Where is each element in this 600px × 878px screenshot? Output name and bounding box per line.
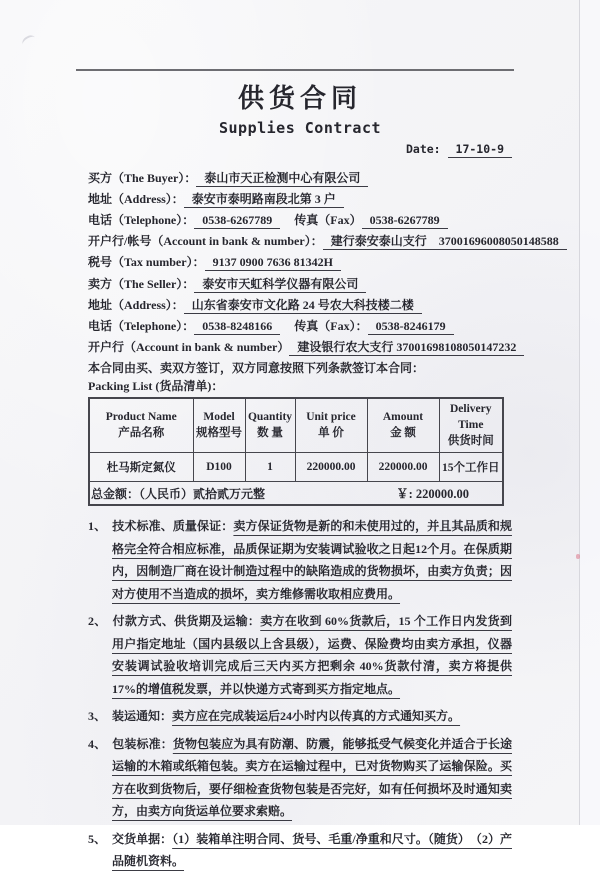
- col-header-amount: Amount 金 额: [367, 398, 439, 453]
- seller-name-line: [88, 277, 512, 291]
- paper-edge-strip: [580, 0, 600, 825]
- date-label: Date:: [405, 142, 441, 156]
- buyer-bank-value: 建行泰安泰山支行 37001696008050148588: [323, 234, 567, 250]
- buyer-bank-line: [88, 234, 559, 248]
- total-amount-label: 总金额：（人民币）贰拾贰万元整: [91, 487, 266, 501]
- buyer-phone-value: 0538-6267789: [194, 213, 280, 229]
- seller-name-value: 泰安市天虹科学仪器有限公司: [194, 277, 366, 293]
- contract-title-en: Supplies Contract: [218, 119, 382, 137]
- scan-artifact-dot: [576, 554, 580, 559]
- col-header-model: Model 规格型号: [193, 398, 245, 453]
- buyer-name-line: [88, 171, 512, 185]
- contract-title-cn: 供货合同: [237, 84, 362, 113]
- buyer-phone-fax-line: [88, 213, 512, 227]
- term-label: 交货单据：: [112, 831, 173, 846]
- packing-list-table: [88, 397, 504, 506]
- packing-list-label: Packing List (货品清单)：: [88, 379, 224, 393]
- seller-phone-label: 电话（Telephone）：: [88, 319, 195, 333]
- buyer-section: [88, 171, 559, 269]
- term-number: 4、: [88, 736, 107, 751]
- date-value: 17-10-9: [448, 142, 512, 158]
- col-header-product-name: Product Name 产品名称: [89, 398, 193, 453]
- term-content: （1）装箱单注明合同、货号、毛重/净重和尺寸。（随货） （2）产品随机资料。: [112, 831, 512, 868]
- term-label: 付款方式、供货期及运输：: [112, 614, 261, 628]
- buyer-tax-label: 税号（Tax number）：: [88, 255, 205, 269]
- terms-section: [88, 515, 512, 873]
- term-content: 卖方保证货物是新的和未使用过的，并且其品质和规格完全符合相应标准，品质保证期为安装调试验收之日起12个月。在保质期内，因制造厂商在设计制造过程中的缺陷造成的货物损坏，由卖方负责；因对方使用不当造成的损坏，卖方维修需收取相应费用。: [112, 519, 512, 601]
- col-header-unit-price: Unit price 单 价: [295, 398, 367, 453]
- term-item-3: [88, 705, 512, 728]
- buyer-fax-label: 传真（Fax）: [294, 213, 362, 227]
- cell-amount: 220000.00: [367, 453, 439, 482]
- total-amount-value: ￥: 220000.00: [396, 487, 469, 501]
- seller-address-value: 山东省泰安市文化路 24 号农大科技楼二楼: [184, 298, 422, 314]
- term-item-4: [88, 733, 512, 823]
- term-item-2: [88, 610, 512, 700]
- term-number: 3、: [88, 709, 107, 723]
- term-item-5: [88, 828, 512, 873]
- seller-bank-label: 开户行（Account in bank & number）: [88, 340, 290, 354]
- buyer-fax-value: 0538-6267789: [362, 213, 448, 229]
- seller-address-line: [88, 298, 512, 312]
- table-row: [89, 453, 503, 482]
- seller-bank-value: 建设银行农大支行 37001698108050147232: [289, 340, 524, 356]
- cell-product-name: 杜马斯定氮仪: [89, 453, 193, 482]
- cell-delivery-time: 15个工作日: [439, 453, 503, 482]
- term-content: 卖方在收到 60%货款后，15 个工作日内发货到用户指定地址（国内县级以上含县级），运费、保险费均由卖方承担，仪器安装调试验收培训完成后三天内买方把剩余 40%货款付清，卖方将提供 17%的增值税发票，并以快递方式寄到买方指定地点。: [112, 614, 512, 696]
- paper-edge-line: [579, 0, 580, 825]
- col-header-quantity: Quantity 数 量: [245, 398, 295, 453]
- seller-fax-label: 传真（Fax）：: [294, 319, 368, 333]
- term-number: 2、: [88, 614, 107, 628]
- seller-fax-value: 0538-8246179: [368, 319, 454, 335]
- date-line: [88, 142, 512, 157]
- seller-section: [88, 277, 517, 354]
- term-content: 卖方应在完成装运后24小时内以传真的方式通知买方。: [172, 709, 461, 723]
- term-label: 包装标准：: [112, 736, 173, 751]
- seller-name-label: 卖方（The Seller）：: [88, 277, 195, 291]
- buyer-tax-line: [88, 255, 512, 269]
- seller-bank-line: [88, 340, 517, 354]
- term-label: 装运通知：: [112, 709, 173, 723]
- document-content: [88, 84, 559, 878]
- seller-phone-fax-line: [88, 319, 512, 333]
- term-label: 技术标准、质量保证：: [112, 519, 234, 533]
- term-content: 货物包装应为具有防潮、防震，能够抵受气候变化并适合于长途运输的木箱或纸箱包装。卖方在运输过程中，已对货物购买了运输保险。买方在收到货物后，要仔细检查货物包装是否完好，如有任何损坏及时通知卖方，由卖方向货运单位要求索赔。: [112, 736, 512, 818]
- col-header-delivery-time: Delivery Time 供货时间: [439, 398, 503, 453]
- term-item-1: [88, 515, 512, 605]
- buyer-phone-label: 电话（Telephone）：: [88, 213, 195, 227]
- buyer-address-label: 地址（Address）：: [88, 192, 184, 206]
- buyer-name-label: 买方（The Buyer）：: [88, 171, 197, 185]
- buyer-address-value: 泰安市泰明路南段北第 3 户: [184, 192, 344, 208]
- cell-quantity: 1: [245, 453, 295, 482]
- agreement-intro: 本合同由买、卖双方签订，双方同意按照下列条款签订本合同：: [88, 361, 425, 375]
- term-number: 1、: [88, 519, 107, 533]
- buyer-name-value: 泰山市天正检测中心有限公司: [196, 171, 368, 187]
- buyer-tax-value: 9137 0900 7636 81342H: [205, 255, 341, 271]
- cell-unit-price: 220000.00: [295, 453, 367, 482]
- term-number: 5、: [88, 831, 107, 846]
- table-total-row: [89, 482, 503, 506]
- seller-address-label: 地址（Address）：: [88, 298, 184, 312]
- table-header-row: [89, 398, 503, 453]
- scan-artifact-mark: [20, 33, 37, 49]
- header-rule: [76, 69, 514, 71]
- seller-phone-value: 0538-8248166: [194, 319, 280, 335]
- buyer-address-line: [88, 192, 512, 206]
- cell-model: D100: [193, 453, 245, 482]
- buyer-bank-label: 开户行/帐号（Account in bank & number）：: [88, 234, 323, 248]
